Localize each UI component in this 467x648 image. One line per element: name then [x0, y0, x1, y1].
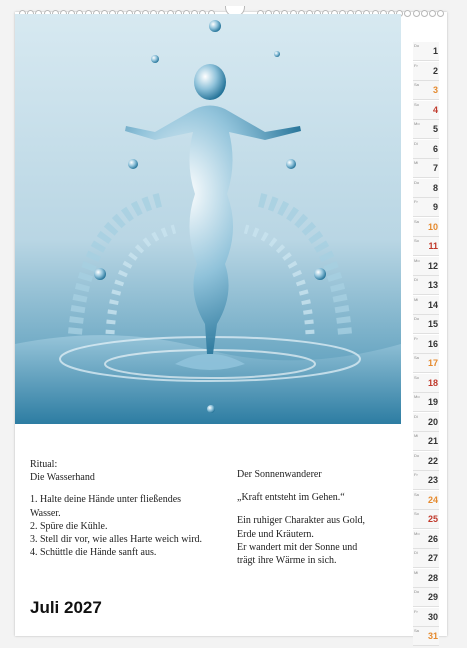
- calendar-day: [413, 354, 439, 373]
- weekday-label: Di: [414, 413, 418, 419]
- calendar-day: [413, 81, 439, 100]
- calendar-page: [15, 12, 447, 641]
- weekday-label: Fr: [414, 335, 418, 341]
- weekday-label: Do: [414, 179, 420, 185]
- day-number: 19: [427, 397, 438, 407]
- day-number: 10: [427, 221, 438, 232]
- weekday-label: So: [414, 374, 419, 380]
- day-number: 20: [427, 416, 438, 427]
- day-number: 28: [427, 572, 438, 583]
- calendar-day: [413, 179, 439, 198]
- calendar-day: [413, 374, 439, 393]
- weekday-label: Mi: [414, 296, 419, 302]
- weekday-label: Sa: [414, 628, 419, 633]
- character-quote: „Kraft entsteht im Gehen.“: [237, 492, 345, 504]
- calendar-day: [413, 198, 439, 217]
- calendar-day: [413, 588, 439, 607]
- day-number: 25: [427, 514, 438, 524]
- weekday-label: Di: [414, 550, 418, 555]
- calendar-day: [413, 569, 439, 588]
- calendar-day: [413, 62, 439, 81]
- day-number: 3: [432, 85, 438, 95]
- water-figure-image: [15, 14, 401, 424]
- binding-ring: [437, 10, 444, 17]
- day-number: 31: [427, 631, 438, 641]
- day-number: 9: [432, 202, 438, 212]
- weekday-label: Fr: [414, 62, 418, 68]
- binding-ring: [421, 10, 428, 17]
- day-number: 15: [427, 319, 438, 329]
- weekday-label: Sa: [414, 218, 419, 224]
- weekday-label: Fr: [414, 199, 418, 204]
- day-number: 2: [432, 65, 438, 76]
- day-number: 23: [427, 475, 438, 485]
- day-number: 18: [427, 377, 438, 388]
- weekday-label: Do: [414, 316, 420, 321]
- weekday-label: So: [414, 238, 419, 243]
- day-number: 17: [427, 358, 438, 368]
- weekday-label: Sa: [414, 355, 419, 360]
- day-number: 16: [427, 338, 438, 349]
- character-description: Er wandert mit der Sonne und: [237, 541, 358, 553]
- weekday-label: Mo: [414, 530, 420, 536]
- day-number: 4: [432, 104, 438, 115]
- calendar-day: [413, 42, 439, 61]
- weekday-label: Di: [414, 277, 418, 282]
- calendar-day: [413, 510, 439, 529]
- day-number: 13: [427, 280, 438, 290]
- ritual-section: [30, 458, 235, 568]
- weekday-label: Sa: [414, 491, 419, 497]
- calendar-day: [413, 627, 439, 646]
- calendar-day: [413, 432, 439, 451]
- character-description: trägt ihre Wärme in sich.: [237, 555, 337, 567]
- day-number: 5: [432, 124, 438, 134]
- weekday-label: So: [414, 101, 419, 107]
- day-column: [413, 42, 439, 647]
- calendar-day: [413, 120, 439, 139]
- binding-ring: [404, 10, 411, 17]
- day-number: 24: [427, 494, 438, 505]
- calendar-day: [413, 276, 439, 295]
- calendar-day: [413, 530, 439, 549]
- calendar-day: [413, 218, 439, 237]
- day-number: 11: [428, 241, 438, 251]
- weekday-label: Mo: [414, 394, 420, 399]
- weekday-label: Mo: [414, 257, 420, 263]
- binding-ring: [413, 10, 420, 17]
- calendar-day: [413, 491, 439, 510]
- weekday-label: Do: [414, 589, 420, 594]
- calendar-day: [413, 296, 439, 315]
- calendar-day: [413, 608, 439, 627]
- ritual-step: 3. Stell dir vor, wie alles Harte weich wird.: [30, 534, 203, 546]
- ritual-step: 4. Schüttle die Hände sanft aus.: [30, 547, 157, 559]
- weekday-label: Do: [414, 43, 420, 48]
- calendar-day: [413, 101, 439, 120]
- month-title: Juli 2027: [30, 598, 102, 617]
- day-number: 7: [432, 163, 438, 173]
- weekday-label: Mi: [414, 433, 419, 438]
- weekday-label: Fr: [414, 472, 418, 477]
- weekday-label: So: [414, 511, 419, 516]
- day-number: 8: [432, 182, 438, 193]
- weekday-label: Sa: [414, 82, 419, 87]
- day-number: 1: [432, 46, 438, 56]
- day-number: 26: [427, 533, 438, 544]
- character-name: Der Sonnenwanderer: [237, 469, 322, 480]
- character-section: [237, 468, 402, 577]
- calendar-day: [413, 471, 439, 490]
- character-description: Ein ruhiger Charakter aus Gold,: [237, 515, 366, 527]
- calendar-day: [413, 335, 439, 354]
- calendar-day: [413, 140, 439, 159]
- day-number: 14: [427, 299, 438, 310]
- day-number: 6: [432, 143, 438, 154]
- ritual-title: Die Wasserhand: [30, 472, 95, 484]
- ritual-step: Wasser.: [30, 507, 61, 519]
- weekday-label: Mi: [414, 160, 419, 165]
- weekday-label: Mo: [414, 121, 420, 126]
- calendar-day: [413, 549, 439, 568]
- day-number: 12: [427, 260, 438, 271]
- day-number: 21: [427, 436, 438, 446]
- character-description: Erde und Kräutern.: [237, 528, 314, 540]
- binding-ring: [429, 10, 436, 17]
- calendar-day: [413, 159, 439, 178]
- ritual-step: 2. Spüre die Kühle.: [30, 520, 108, 532]
- day-number: 22: [427, 455, 438, 466]
- weekday-label: Fr: [414, 608, 418, 614]
- calendar-day: [413, 413, 439, 432]
- weekday-label: Do: [414, 452, 420, 458]
- weekday-label: Mi: [414, 569, 419, 575]
- day-number: 27: [427, 553, 438, 563]
- ritual-step: 1. Halte deine Hände unter fließendes: [30, 494, 182, 506]
- water-figure-photo: [15, 14, 401, 424]
- calendar-day: [413, 237, 439, 256]
- calendar-day: [413, 257, 439, 276]
- day-number: 29: [427, 592, 438, 602]
- day-number: 30: [427, 611, 438, 622]
- calendar-day: [413, 393, 439, 412]
- calendar-day: [413, 452, 439, 471]
- weekday-label: Di: [414, 140, 418, 146]
- ritual-label: Ritual:: [30, 459, 58, 470]
- calendar-day: [413, 315, 439, 334]
